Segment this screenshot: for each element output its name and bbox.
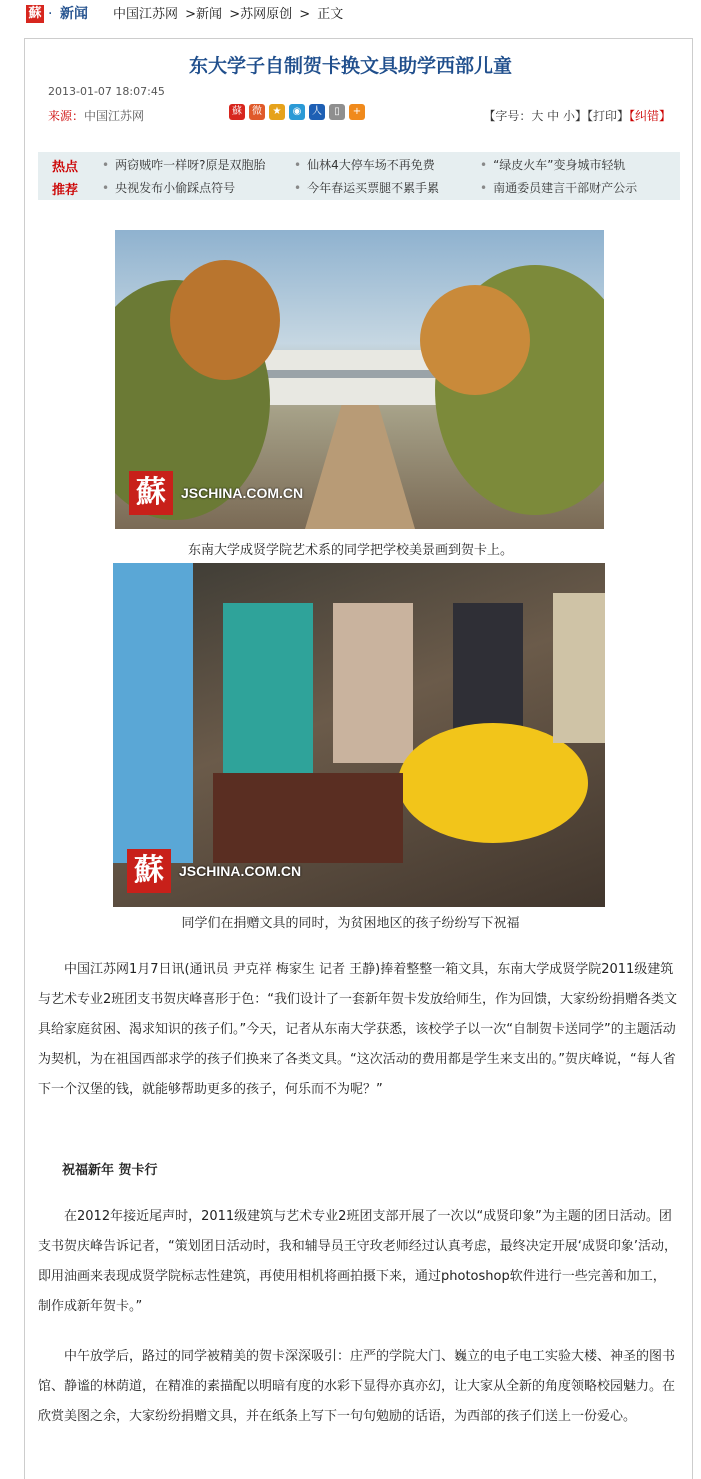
breadcrumb xyxy=(113,6,346,24)
breadcrumb-separator: > xyxy=(299,7,311,22)
article-subheading: 祝福新年 贺卡行 xyxy=(62,1163,158,1178)
article-paragraph: 中国江苏网1月7日讯(通讯员 尹克祥 梅家生 记者 王静)捧着整整一箱文具，东南大学成贤学院2011级建筑与艺术专业2班团支书贺庆峰喜形于色：“我们设计了一套新年贺卡发放给师生，作为回馈，大家纷纷捐赠各类文具给家庭贫困、渴求知识的孩子们。”今天，记者从东南大学获悉，该校学子以一次“自制贺卡送同学”的主题活动为契机，为在祖国西部求学的孩子们换来了各类文具。“这次活动的费用都是学生来支出的。”贺庆峰说，“每人省下一个汉堡的钱，就能够帮助更多的孩子，何乐而不为呢？” xyxy=(38,962,678,1097)
watermark xyxy=(127,849,301,893)
students-donation-photo xyxy=(113,563,605,907)
breadcrumb-home-link[interactable]: 中国江苏网 xyxy=(113,7,179,22)
jschina-share-icon[interactable]: 蘇 xyxy=(229,104,245,120)
font-size-control[interactable]: 【字号：大 中 小】 xyxy=(483,109,587,123)
logo-separator: · xyxy=(48,6,53,22)
recommend-item-link[interactable]: • 南通委员建言干部财产公示 xyxy=(480,179,637,196)
watermark-text: JSCHINA.COM.CN xyxy=(179,863,302,879)
article-paragraph: 在2012年接近尾声时，2011级建筑与艺术专业2班团支部开展了一次以“成贤印象”为主题的团日活动。团支书贺庆峰告诉记者，“策划团日活动时，我和辅导员王守玫老师经过认真考虑，最终决定开展‘成贤印象’活动，即用油画来表现成贤学院标志性建筑，再使用相机将画拍摄下来，通过photoshop软件进行一些完善和加工，制作成新年贺卡。” xyxy=(38,1209,678,1314)
article-paragraph: 中午放学后，路过的同学被精美的贺卡深深吸引：庄严的学院大门、巍立的电子电工实验大楼、神圣的图书馆、静谧的林荫道，在精准的素描配以明暗有度的水彩下显得亦真亦幻，让大家从全新的角度领略校园魅力。在欣赏美图之余，大家纷纷捐赠文具，并在纸条上写下一句句勉励的话语，为西部的孩子们送上一份爱心。 xyxy=(38,1349,676,1424)
weibo-icon[interactable]: 微 xyxy=(249,104,265,120)
source-name[interactable]: 中国江苏网 xyxy=(84,109,145,123)
recommend-label: 推荐 xyxy=(52,183,79,198)
print-link[interactable]: 【打印】 xyxy=(586,109,629,123)
source-label: 来源： xyxy=(48,109,85,123)
article-title: 东大学子自制贺卡换文具助学西部儿童 xyxy=(188,55,512,77)
jschina-watermark-icon: 蘇 xyxy=(127,849,171,893)
share-toolbar xyxy=(229,104,369,122)
watermark xyxy=(129,471,303,515)
renren-icon[interactable]: 人 xyxy=(309,104,325,120)
article-tools xyxy=(483,107,671,124)
top-nav-bar xyxy=(0,0,701,30)
note-icon[interactable]: ▯ xyxy=(329,104,345,120)
hot-item-link[interactable]: • 仙林4大停车场不再免费 xyxy=(294,156,435,173)
jschina-logo-icon[interactable]: 蘇 xyxy=(26,5,44,23)
publish-date: 2013-01-07 18:07:45 xyxy=(48,85,165,98)
article-source xyxy=(48,107,144,124)
hot-label: 热点 xyxy=(52,160,79,175)
report-error-link[interactable]: 【纠错】 xyxy=(628,109,671,123)
breadcrumb-news-link[interactable]: >新闻 xyxy=(185,7,223,22)
chat-icon[interactable]: ◉ xyxy=(289,104,305,120)
section-name[interactable]: 新闻 xyxy=(60,6,88,22)
star-icon[interactable]: ★ xyxy=(269,104,285,120)
photo-caption: 同学们在捐赠文具的同时，为贫困地区的孩子纷纷写下祝福 xyxy=(181,916,520,931)
hot-recommend-box xyxy=(38,152,680,200)
jschina-watermark-icon: 蘇 xyxy=(129,471,173,515)
breadcrumb-original-link[interactable]: >苏网原创 xyxy=(229,7,293,22)
plus-icon[interactable]: + xyxy=(349,104,365,120)
recommend-item-link[interactable]: • 央视发布小偷踩点符号 xyxy=(102,179,235,196)
hot-item-link[interactable]: • “绿皮火车”变身城市轻轨 xyxy=(480,156,626,173)
hot-item-link[interactable]: • 两窃贼咋一样呀?原是双胞胎 xyxy=(102,156,265,173)
painting-greeting-card-photo xyxy=(115,230,604,529)
recommend-item-link[interactable]: • 今年春运买票腿不累手累 xyxy=(294,179,439,196)
breadcrumb-current: 正文 xyxy=(317,7,344,22)
photo-caption: 东南大学成贤学院艺术系的同学把学校美景画到贺卡上。 xyxy=(187,543,513,558)
watermark-text: JSCHINA.COM.CN xyxy=(181,485,304,501)
